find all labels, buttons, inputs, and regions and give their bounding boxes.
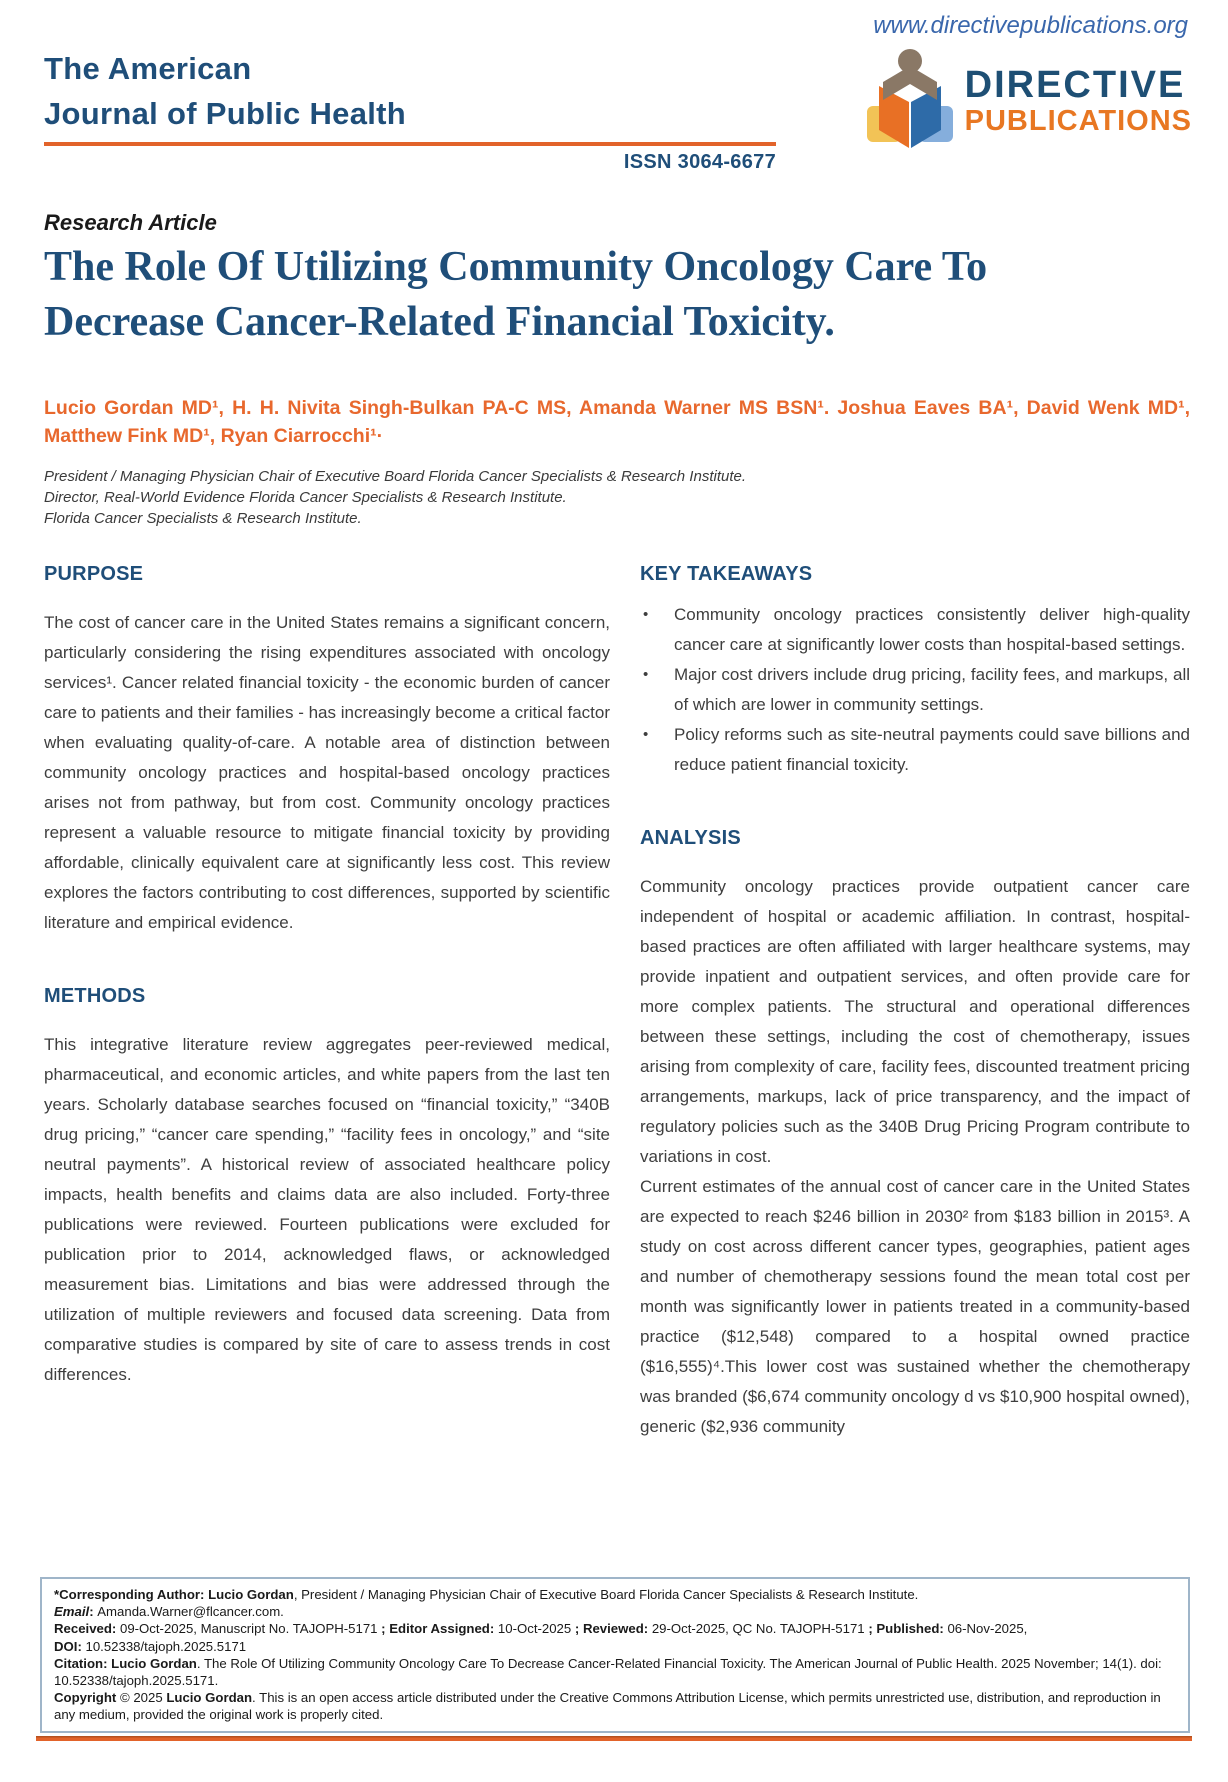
copyright-row: Copyright © 2025 Lucio Gordan. This is an open access article distributed under the Creative Commons Attribution License, which permits unrestricted use, distribution, and reproduction in any medium, provided the original work is properly cited.: [54, 1690, 1161, 1723]
analysis-paragraph-1: Community oncology practices provide outpatient cancer care independent of hospital or academic affiliation. In contrast, hospital-based practices are often affiliated with larger healthcare systems, may provide inpatient and outpatient services, and often provide care for more complex patients. The structural and operational differences between these settings, including the cost of chemotherapy, issues arising from complexity of care, facility fees, discounted treatment pricing arrangements, markups, lack of price transparency, and the impact of regulatory policies such as the 340B Drug Pricing Program contribute to variations in cost.: [640, 877, 1190, 1166]
email-row: Email: Amanda.Warner@flcancer.com.: [54, 1604, 284, 1620]
article-type-label: Research Article: [44, 210, 217, 235]
affiliation-line: President / Managing Physician Chair of Executive Board Florida Cancer Specialists & Research Institute.: [44, 468, 747, 485]
article-title-line2: Decrease Cancer-Related Financial Toxicity.: [44, 299, 835, 345]
journal-name: [44, 46, 406, 136]
author-list: Lucio Gordan MD¹, H. H. Nivita Singh-Bulkan PA-C MS, Amanda Warner MS BSN¹. Joshua Eaves BA¹, David Wenk MD¹, Matthew Fink MD¹, Ryan Ciarrocchi¹·: [44, 397, 1190, 447]
publisher-logo: [865, 48, 1192, 154]
logo-word-publications: PUBLICATIONS: [964, 105, 1192, 137]
analysis-heading: ANALYSIS: [640, 827, 741, 849]
key-takeaways-heading: KEY TAKEAWAYS: [640, 563, 813, 585]
corresponding-author-row: *Corresponding Author: Lucio Gordan, President / Managing Physician Chair of Executive Board Florida Cancer Specialists & Research Institute.: [54, 1587, 919, 1602]
takeaway-item: • Community oncology practices consistently deliver high-quality cancer care at significantly lower costs than hospital-based settings.: [640, 600, 1190, 660]
article-title-line1: The Role Of Utilizing Community Oncology Care To: [44, 244, 988, 290]
article-metadata-box: [40, 1577, 1190, 1733]
methods-paragraph: This integrative literature review aggregates peer-reviewed medical, pharmaceutical, and economic articles, and white papers from the last ten years. Scholarly database searches focused on “financial toxicity,” “340B drug pricing,” “cancer care spending,” “facility fees in oncology,” and “site neutral payments”. A historical review of associated healthcare policy impacts, health benefits and claims data are also included. Forty-three publications were reviewed. Fourteen publications were excluded for publication prior to 2014, acknowledged flaws, or acknowledged measurement bias. Limitations and bias were addressed through the utilization of multiple reviewers and focused data screening. Data from comparative studies is compared by site of care to assess trends in cost differences.: [44, 1035, 610, 1384]
takeaway-item: • Major cost drivers include drug pricing, facility fees, and markups, all of which are lower in community settings.: [640, 660, 1190, 720]
doi-row: DOI: 10.52338/tajoph.2025.5171: [54, 1638, 247, 1654]
affiliation-line: Florida Cancer Specialists & Research Institute.: [44, 510, 362, 527]
article-body-columns: [44, 562, 1190, 1442]
right-column: [640, 562, 1190, 1442]
key-takeaways-list: [640, 600, 1190, 780]
takeaway-item: • Policy reforms such as site-neutral payments could save billions and reduce patient financial toxicity.: [640, 720, 1190, 780]
purpose-heading: PURPOSE: [44, 563, 144, 585]
affiliations: [44, 466, 1190, 529]
journal-name-line1: The American: [44, 51, 252, 86]
publisher-website-link[interactable]: www.directivepublications.org: [873, 12, 1188, 39]
methods-heading: METHODS: [44, 985, 146, 1007]
header-divider-rule: [44, 142, 776, 146]
received-dates-row: Received: 09-Oct-2025, Manuscript No. TAJOPH-5171 ; Editor Assigned: 10-Oct-2025 ; Reviewed: 29-Oct-2025, QC No. TAJOPH-5171 ; Published: 06-Nov-2025,: [54, 1621, 1028, 1637]
analysis-paragraph-2: Current estimates of the annual cost of cancer care in the United States are expected to reach $246 billion in 2030² from $183 billion in 2015³. A study on cost across different cancer types, geographies, patient ages and number of chemotherapy sessions found the mean total cost per month was significantly lower in patients treated in a community-based practice ($12,548) compared to a hospital owned practice ($16,555)⁴.This lower cost was sustained whether the chemotherapy was branded ($6,674 community oncology d vs $10,900 hospital owned), generic ($2,936 community: [640, 1177, 1191, 1436]
bottom-accent-rule: [36, 1736, 1192, 1741]
article-title: [44, 240, 1194, 350]
publisher-logo-wordmark: [965, 65, 1192, 137]
logo-word-directive: DIRECTIVE: [964, 64, 1186, 106]
issn-number: ISSN 3064-6677: [623, 151, 776, 173]
reader-open-book-icon: [865, 48, 955, 154]
citation-row: Citation: Lucio Gordan. The Role Of Utilizing Community Oncology Care To Decrease Cancer-Related Financial Toxicity. The American Journal of Public Health. 2025 November; 14(1). doi: 10.52338/tajoph.2025.5171.: [54, 1655, 1162, 1689]
left-column: [44, 562, 610, 1442]
journal-name-line2: Journal of Public Health: [44, 96, 407, 131]
purpose-paragraph: The cost of cancer care in the United States remains a significant concern, particularly considering the rising expenditures associated with oncology services¹. Cancer related financial toxicity - the economic burden of cancer care to patients and their families - has increasingly become a critical factor when evaluating quality-of-care. A notable area of distinction between community oncology practices and hospital-based oncology practices arises not from pathway, but from cost. Community oncology practices represent a valuable resource to mitigate financial toxicity by providing affordable, clinically equivalent care at significantly less cost. This review explores the factors contributing to cost differences, supported by scientific literature and empirical evidence.: [44, 613, 610, 932]
affiliation-line: Director, Real-World Evidence Florida Cancer Specialists & Research Institute.: [44, 489, 567, 506]
